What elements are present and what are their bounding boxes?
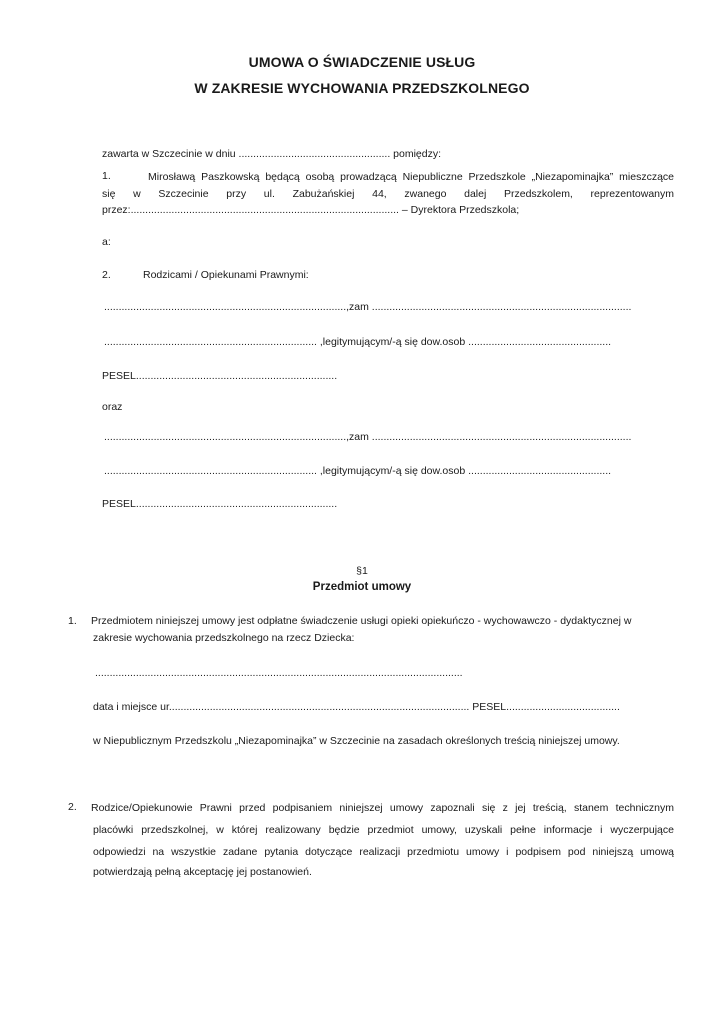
parent1-name-address-line: ...................................................................................,zam ......................................................................................... [104, 301, 632, 313]
item2-number: 2. [68, 801, 77, 813]
parent2-pesel-line: PESEL..................................................................... [102, 498, 338, 510]
document-title-line1: UMOWA O ŚWIADCZENIE USŁUG [248, 54, 476, 70]
parent2-id-line: ......................................................................... ,legitymującym/-ą się dow.osob ................................................. [104, 465, 612, 477]
section1-number: §1 [356, 565, 368, 577]
birth-pesel-line: data i miejsce ur....................................................................................................... PESEL....................................... [93, 701, 620, 713]
document-title-line2: W ZAKRESIE WYCHOWANIA PRZEDSZKOLNEGO [194, 80, 530, 96]
item1-line2: zakresie wychowania przedszkolnego na rzecz Dziecka: [93, 632, 355, 644]
item1-line1: Przedmiotem niniejszej umowy jest odpłatne świadczenie usługi opieki opiekuńczo - wychowawczo - dydaktycznej w [91, 615, 632, 627]
party2-number: 2. [102, 269, 111, 281]
kindergarten-line: w Niepublicznym Przedszkolu „Niezapominajka” w Szczecinie na zasadach określonych treścią niniejszej umowy. [93, 735, 620, 747]
item2-line3: odpowiedzi na wszystkie zadane pytania dotyczące realizacji przedmiotu umowy i podpisem pod niniejszą umową [93, 846, 674, 858]
party2-label: Rodzicami / Opiekunami Prawnymi: [143, 269, 309, 281]
child-name-line: .............................................................................................................................. [95, 667, 463, 679]
party1-line3: przez:............................................................................................ – Dyrektora Przedszkola; [102, 204, 520, 216]
party1-line1: Mirosławą Paszkowską będącą osobą prowadzącą Niepubliczne Przedszkole „Niezapominajka” mieszczące [148, 171, 674, 183]
item2-line4: potwierdzają pełną akceptację jej postanowień. [93, 866, 312, 878]
and-label: a: [102, 236, 111, 248]
item1-number: 1. [68, 615, 77, 627]
party1-line2: się w Szczecinie przy ul. Zabużańskiej 44, zwanego dalej Przedszkolem, reprezentowanym [102, 188, 674, 200]
parent1-pesel-line: PESEL..................................................................... [102, 370, 338, 382]
parent2-name-address-line: ...................................................................................,zam ......................................................................................... [104, 431, 632, 443]
parent1-id-line: ......................................................................... ,legitymującym/-ą się dow.osob ................................................. [104, 336, 612, 348]
item2-line2: placówki przedszkolnej, w której realizowany będzie przedmiot umowy, uzyskali pełne informacje i wyczerpujące [93, 824, 674, 836]
concluded-line: zawarta w Szczecinie w dniu .................................................... pomiędzy: [102, 148, 442, 160]
party1-number: 1. [102, 170, 111, 182]
section1-heading: Przedmiot umowy [312, 581, 412, 593]
item2-line1: Rodzice/Opiekunowie Prawni przed podpisaniem niniejszej umowy zapoznali się z jej treścią, stanem technicznym [91, 802, 674, 814]
oraz-label: oraz [102, 401, 123, 413]
